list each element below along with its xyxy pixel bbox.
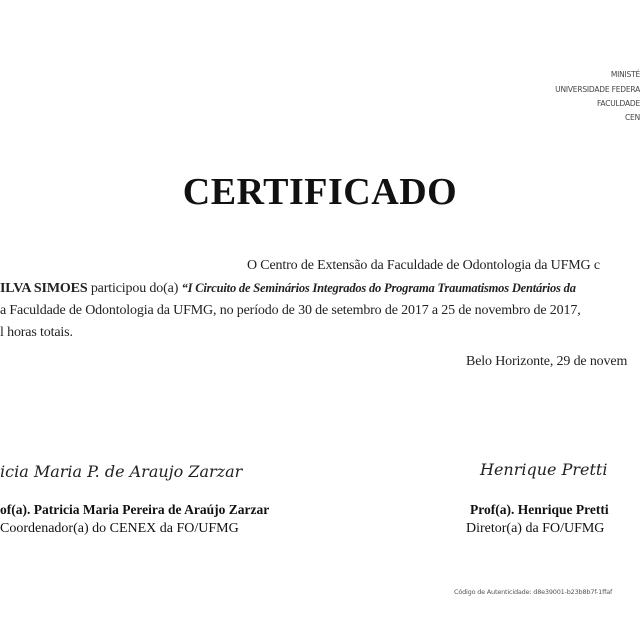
header-faculty: FACULDADE [596, 99, 640, 108]
body-line-1: O Centro de Extensão da Faculdade de Odontologia da UFMG c [247, 258, 600, 273]
participation-text: participou do(a) [87, 281, 182, 296]
body-line-2 [0, 281, 576, 297]
event-name: “I Circuito de Seminários Integrados do Programa Traumatismos Dentários da [181, 281, 576, 295]
coordinator-role: Coordenador(a) do CENEX da FO/UFMG [0, 521, 239, 536]
date-location: Belo Horizonte, 29 de novem [466, 354, 628, 369]
header-university: UNIVERSIDADE FEDERA [555, 85, 640, 94]
body-line-4: l horas totais. [0, 325, 73, 340]
signature-director: Henrique Pretti [480, 460, 608, 479]
director-role: Diretor(a) da FO/UFMG [466, 521, 605, 536]
signature-coordinator: icia Maria P. de Araujo Zarzar [0, 462, 243, 481]
director-name: Prof(a). Henrique Pretti [470, 502, 609, 517]
header-ministry: MINISTÉ [610, 70, 640, 79]
authenticity-code: Código de Autenticidade: d8e39001-b23b8b7f-1ffaf [454, 588, 613, 596]
coordinator-name: of(a). Patricia Maria Pereira de Araújo Zarzar [0, 502, 270, 517]
header-center: CEN [625, 113, 640, 122]
participant-name: ILVA SIMOES [0, 281, 88, 296]
body-line-3: a Faculdade de Odontologia da UFMG, no período de 30 de setembro de 2017 a 25 de novembro de 2017, [0, 303, 581, 318]
certificate-title: CERTIFICADO [182, 171, 458, 213]
